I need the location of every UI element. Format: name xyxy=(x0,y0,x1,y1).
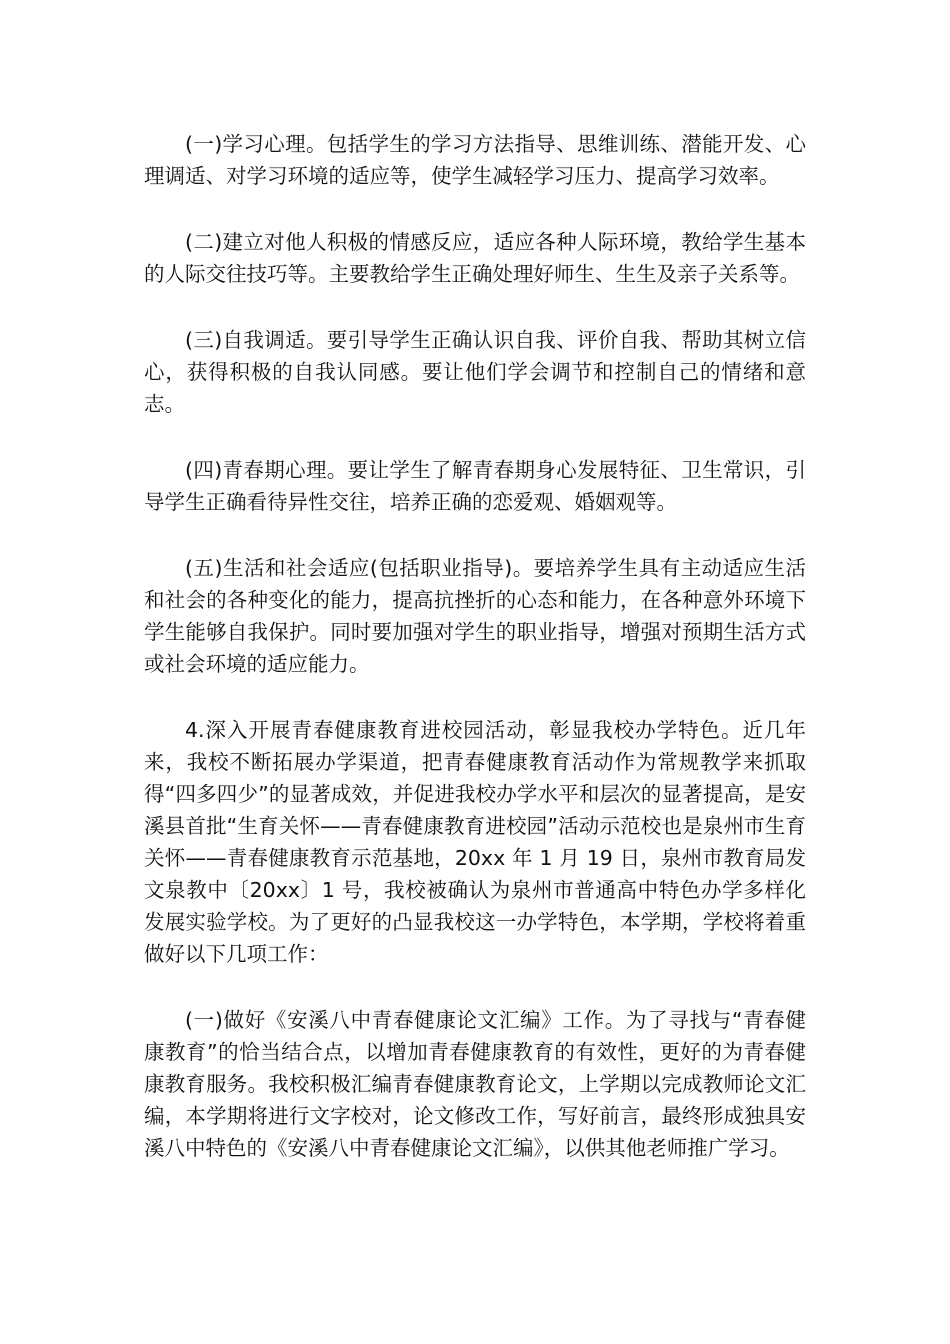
paragraph-paper-compilation: (一)做好《安溪八中青春健康论文汇编》工作。为了寻找与“青春健康教育”的恰当结合点，以增加青春健康教育的有效性，更好的为青春健康教育服务。我校积极汇编青春健康教育论文，上学期以完成教师论文汇编，本学期将进行文字校对，论文修改工作，写好前言，最终形成独具安溪八中特色的《安溪八中青春健康论文汇编》，以供其他老师推广学习。 xyxy=(144,1008,806,1160)
paragraph-self-adjustment: (三)自我调适。要引导学生正确认识自我、评价自我、帮助其树立信心，获得积极的自我认同感。要让他们学会调节和控制自己的情绪和意志。 xyxy=(144,328,806,416)
paragraph-emotional-response: (二)建立对他人积极的情感反应，适应各种人际环境，教给学生基本的人际交往技巧等。主要教给学生正确处理好师生、生生及亲子关系等。 xyxy=(144,230,806,286)
document-body xyxy=(144,128,806,1164)
paragraph-life-adaptation: (五)生活和社会适应(包括职业指导)。要培养学生具有主动适应生活和社会的各种变化的能力，提高抗挫折的心态和能力，在各种意外环境下学生能够自我保护。同时要加强对学生的职业指导，增强对预期生活方式或社会环境的适应能力。 xyxy=(144,556,806,676)
paragraph-youth-health-campaign: 4.深入开展青春健康教育进校园活动，彰显我校办学特色。近几年来，我校不断拓展办学渠道，把青春健康教育活动作为常规教学来抓取得“四多四少”的显著成效，并促进我校办学水平和层次的显著提高，是安溪县首批“生育关怀——青春健康教育进校园”活动示范校也是泉州市生育关怀——青春健康教育示范基地，20xx 年 1 月 19 日，泉州市教育局发文泉教中〔20xx〕1 号，我校被确认为泉州市普通高中特色办学多样化发展实验学校。为了更好的凸显我校这一办学特色，本学期，学校将着重做好以下几项工作： xyxy=(144,718,806,966)
paragraph-adolescent-psychology: (四)青春期心理。要让学生了解青春期身心发展特征、卫生常识，引导学生正确看待异性交往，培养正确的恋爱观、婚姻观等。 xyxy=(144,458,806,514)
paragraph-learning-psychology: (一)学习心理。包括学生的学习方法指导、思维训练、潜能开发、心理调适、对学习环境的适应等，使学生减轻学习压力、提高学习效率。 xyxy=(144,132,806,188)
